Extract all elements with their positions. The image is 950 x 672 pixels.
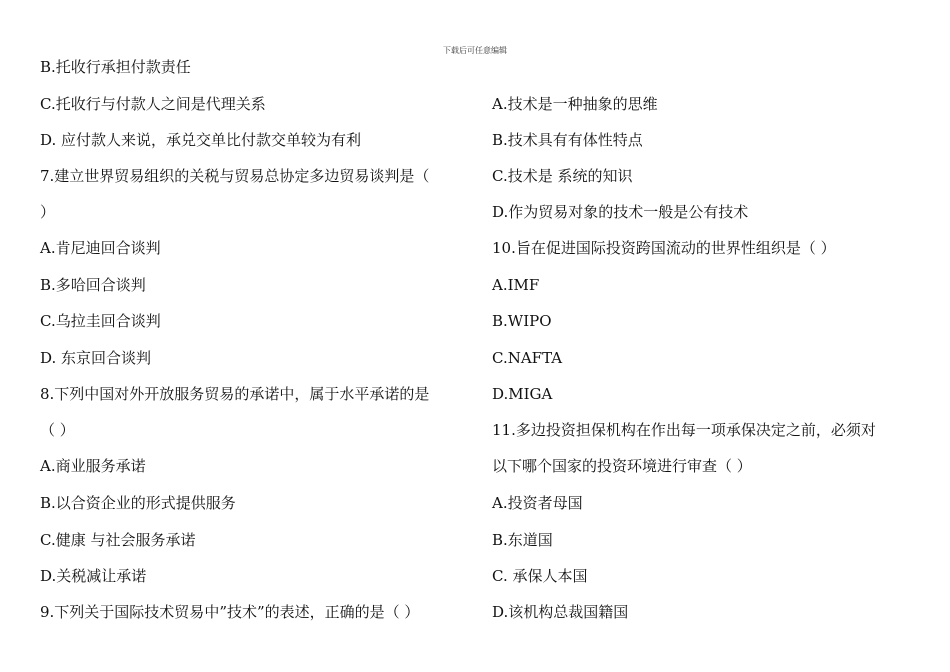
option-line: C.健康 与社会服务承诺 xyxy=(40,531,196,549)
option-line: A.商业服务承诺 xyxy=(40,457,146,475)
text-line: C.托收行与付款人之间是代理关系 xyxy=(40,95,266,113)
option-line: D.MIGA xyxy=(492,385,553,403)
question-9: 9.下列关于国际技术贸易中”技术”的表述，正确的是（ ） xyxy=(40,603,420,621)
option-line: A.技术是一种抽象的思维 xyxy=(492,95,658,113)
option-line: D.关税减让承诺 xyxy=(40,567,147,585)
question-7: 7.建立世界贸易组织的关税与贸易总协定多边贸易谈判是（ xyxy=(40,167,430,185)
question-11: 11.多边投资担保机构在作出每一项承保决定之前，必须对 xyxy=(492,421,876,439)
text-line: ） xyxy=(40,203,56,221)
option-line: B.技术具有有体性特点 xyxy=(492,131,643,149)
option-line: B.东道国 xyxy=(492,531,553,549)
text-line: B.托收行承担付款责任 xyxy=(40,58,191,76)
question-10: 10.旨在促进国际投资跨国流动的世界性组织是（ ） xyxy=(492,239,836,257)
text-line: （ ） xyxy=(40,421,75,439)
question-8: 8.下列中国对外开放服务贸易的承诺中，属于水平承诺的是 xyxy=(40,385,430,403)
text-line: 以下哪个国家的投资环境进行审查（ ） xyxy=(492,457,752,475)
option-line: C.乌拉圭回合谈判 xyxy=(40,312,161,330)
option-line: C.NAFTA xyxy=(492,349,563,367)
option-line: A.肯尼迪回合谈判 xyxy=(40,239,161,257)
option-line: B.以合资企业的形式提供服务 xyxy=(40,494,236,512)
option-line: B.多哈回合谈判 xyxy=(40,276,146,294)
text-line: D. 应付款人来说，承兑交单比付款交单较为有利 xyxy=(40,131,362,149)
option-line: D.该机构总裁国籍国 xyxy=(492,603,629,621)
option-line: B.WIPO xyxy=(492,312,552,330)
header-note: 下载后可任意编辑 xyxy=(443,46,507,55)
option-line: C.技术是 系统的知识 xyxy=(492,167,633,185)
option-line: C. 承保人本国 xyxy=(492,567,588,585)
option-line: D. 东京回合谈判 xyxy=(40,349,152,367)
option-line: A.IMF xyxy=(492,276,540,294)
option-line: A.投资者母国 xyxy=(492,494,583,512)
option-line: D.作为贸易对象的技术一般是公有技术 xyxy=(492,203,749,221)
